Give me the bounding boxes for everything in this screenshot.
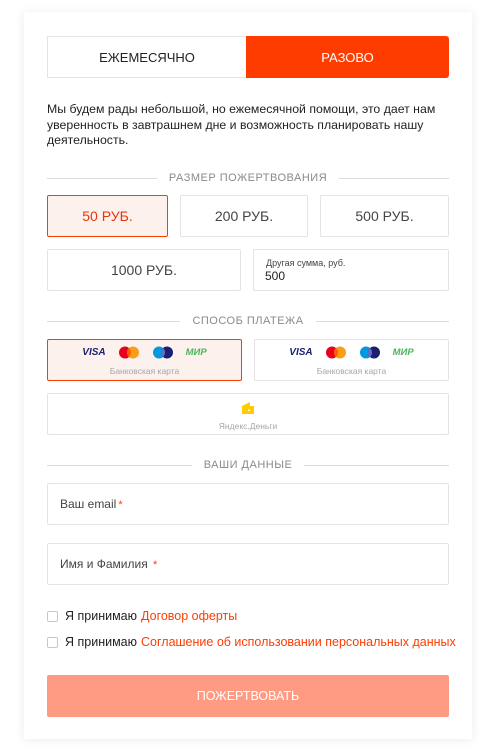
details-section-heading [47,458,449,472]
privacy-link[interactable]: Соглашение об использовании персональных данных [141,635,456,649]
divider [47,321,180,322]
payment-method-yandex[interactable] [47,393,449,435]
other-amount-label: Другая сумма, руб. [266,258,346,268]
mir-icon: МИР [392,347,414,358]
maestro-icon [359,346,381,359]
divider [316,321,449,322]
yandex-caption: Яндекс.Деньги [218,421,278,431]
visa-icon: VISA [289,347,313,358]
donation-form [24,12,472,739]
payment-method-card-2[interactable] [254,339,449,381]
card-caption: Банковская карта [316,366,387,376]
divider [304,465,449,466]
divider [47,178,157,179]
amount-option-50[interactable]: 50 РУБ. [47,195,168,237]
privacy-checkbox[interactable] [47,637,58,648]
divider [339,178,449,179]
amount-heading: РАЗМЕР ПОЖЕРТВОВАНИЯ [168,172,328,184]
details-heading: ВАШИ ДАННЫЕ [203,459,293,471]
payment-section-heading [47,314,449,328]
visa-icon: VISA [82,347,106,358]
other-amount-input[interactable] [265,269,435,283]
offer-link[interactable]: Договор оферты [141,609,238,623]
email-field[interactable] [47,483,449,525]
offer-agreement [47,608,237,624]
privacy-agreement [47,634,456,650]
other-amount-field[interactable] [253,249,449,291]
divider [47,465,192,466]
required-mark: * [153,559,158,571]
amount-option-200[interactable]: 200 РУБ. [180,195,308,237]
payment-method-card-1[interactable] [47,339,242,381]
amount-section-heading [47,171,449,185]
amount-option-1000[interactable]: 1000 РУБ. [47,249,241,291]
intro-text: Мы будем рады небольшой, но ежемесячной помощи, это дает нам уверенность в завтрашнем дне и возможность планировать нашу деятельность. [47,102,436,147]
agreement-prefix: Я принимаю [65,635,138,649]
payment-heading: СПОСОБ ПЛАТЕЖА [192,315,304,327]
agreement-prefix: Я принимаю [65,609,138,623]
amount-option-500[interactable]: 500 РУБ. [320,195,449,237]
mastercard-icon [118,346,140,359]
yandex-money-icon [240,400,256,416]
email-placeholder: Ваш email * [60,497,123,511]
required-mark: * [118,499,123,511]
offer-checkbox[interactable] [47,611,58,622]
maestro-icon [152,346,174,359]
tab-monthly[interactable]: ЕЖЕМЕСЯЧНО [47,36,246,78]
name-placeholder: Имя и Фамилия * [60,557,158,571]
mastercard-icon [325,346,347,359]
mir-icon: МИР [185,347,207,358]
donate-button[interactable]: ПОЖЕРТВОВАТЬ [47,675,449,717]
card-caption: Банковская карта [109,366,180,376]
tab-once[interactable]: РАЗОВО [246,36,449,78]
name-field[interactable] [47,543,449,585]
